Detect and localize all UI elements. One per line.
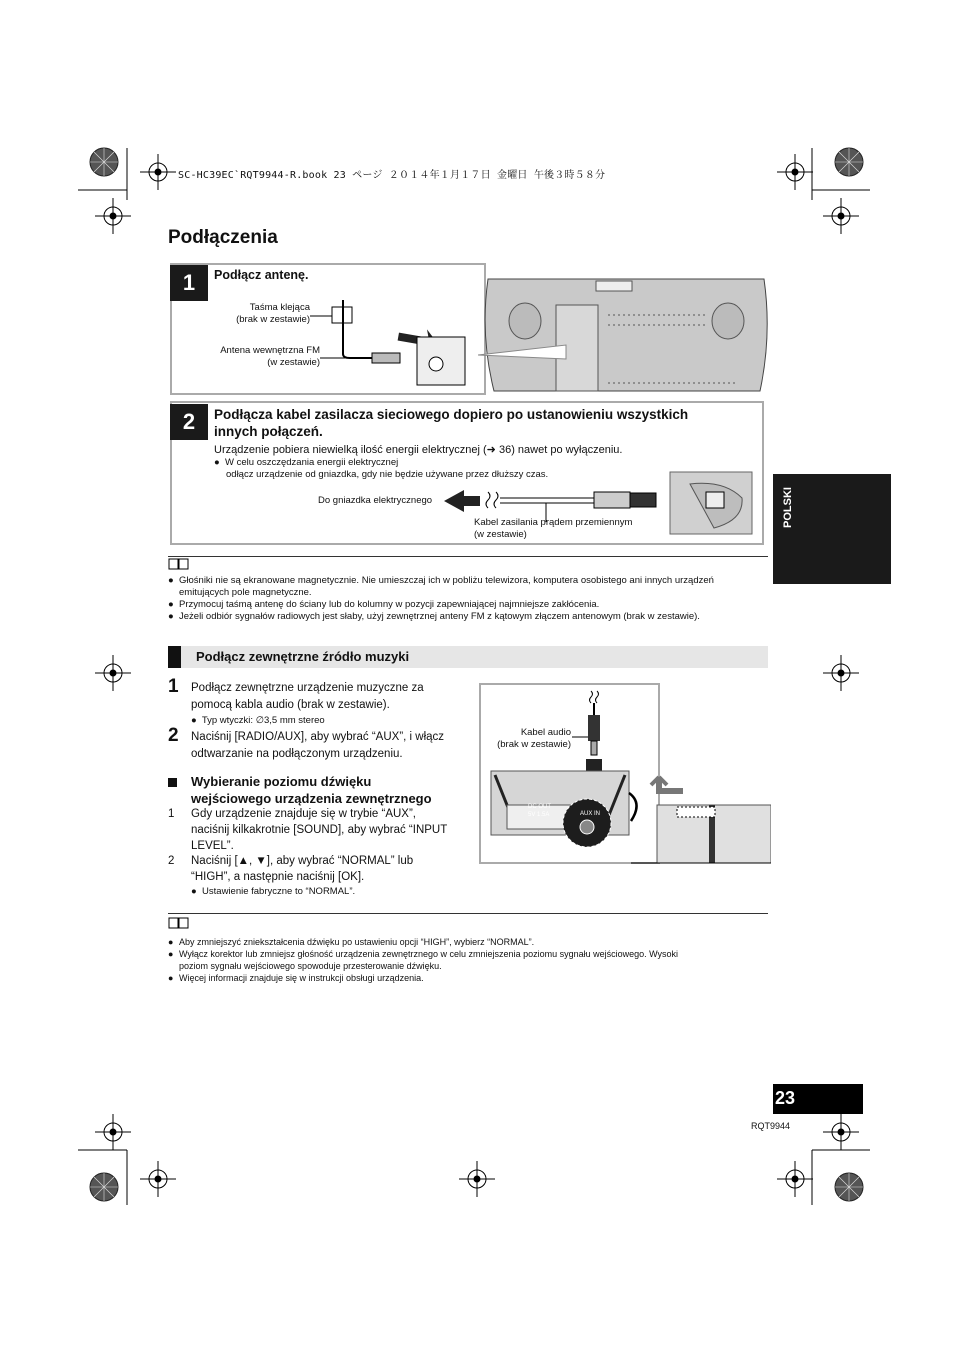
device-back-illustration: [478, 275, 774, 397]
section-step1-bullet-text: Typ wtyczki: ∅3,5 mm stereo: [201, 715, 325, 726]
notes2-text-2: Wyłącz korektor lub zmniejsz głośność urządzenia zewnętrznego w celu zmniejszenia poziomu sygnału wejściowego. Wysoki: [179, 949, 679, 959]
step2-number: 2: [170, 404, 208, 440]
step2-title-line2: innych połączeń.: [214, 424, 323, 439]
sub-title-line2: wejściowego urządzenia zewnętrznego: [191, 791, 432, 806]
notes1-item-2: ● Przymocuj taśmą antenę do ściany lub do kolumny w pozycji zapewniającej najmniejsze zakłócenia.: [168, 599, 600, 610]
notes2-text-1: Aby zmniejszyć zniekształcenia dźwięku po ustawieniu opcji “HIGH”, wybierz “NORMAL”.: [179, 937, 535, 947]
label-audio-cable-text: Kabel audio: [520, 727, 571, 738]
notes1-text-2: Przymocuj taśmą antenę do ściany lub do kolumny w pozycji zapewniającej najmniejsze zakłócenia.: [179, 599, 600, 610]
label-cable-text: Kabel zasilania prądem przemiennym: [474, 517, 633, 528]
label-audio-cable-note: (brak w zestawie): [497, 739, 571, 750]
section-step2-line1: Naciśnij [RADIO/AUX], aby wybrać “AUX”, i włącz: [191, 731, 445, 743]
port-dc-label: DC OUT: [528, 804, 551, 810]
step1-title: Podłącz antenę.: [214, 268, 309, 282]
label-cable: [474, 517, 632, 541]
sub-step2-number: 2: [168, 855, 175, 867]
book-header-line: SC-HC39EC`RQT9944-R.book 23 ページ ２０１４年１月１７日 金曜日 午後３時５８分: [178, 170, 606, 181]
section-step1-line1: Podłącz zewnętrzne urządzenie muzyczne za: [191, 682, 424, 694]
notes1-text-3: Jeżeli odbiór sygnałów radiowych jest słaby, użyj zewnętrznej anteny FM z kątowym złączem antenowym (brak w zestawie).: [179, 611, 700, 622]
sub-step1-number: 1: [168, 808, 175, 820]
section-step1-line2: pomocą kabla audio (brak w zestawie).: [191, 699, 390, 711]
section-step2-number: 2: [168, 725, 179, 746]
sub-step2-bullet-text: Ustawienie fabryczne to “NORMAL”.: [202, 886, 356, 897]
notes2-item-2: ● Wyłącz korektor lub zmniejsz głośność urządzenia zewnętrznego w celu zmniejszenia poziomu sygnału wejściowego. Wysoki: [168, 949, 679, 959]
label-antenna-note: (w zestawie): [267, 357, 320, 368]
notes2-item-1: ● Aby zmniejszyć zniekształcenia dźwięku po ustawieniu opcji “HIGH”, wybierz “NORMAL”.: [168, 937, 535, 947]
step2-bullet: ● W celu oszczędzania energii elektrycznej odłącz urządzenie od gniazdka, gdy nie będzie używane przez dłuższy czas.: [214, 457, 549, 480]
notes2-text-2b: poziom sygnału wejściowego spowoduje przesterowanie dźwięku.: [179, 961, 442, 971]
port-dc-spec: 5V 1.5A: [528, 812, 550, 818]
book-icon-2: [168, 916, 190, 930]
step1-number: 1: [170, 265, 208, 301]
notes2-item-2b: [168, 960, 779, 972]
label-tape-text: Taśma klejąca: [249, 302, 310, 313]
antenna-illustration: [310, 292, 475, 388]
step2-text: Urządzenie pobiera niewielką ilość energii elektrycznej (➜ 36) nawet po wyłączeniu.: [214, 444, 623, 456]
notes1-item-1b: [168, 587, 779, 599]
label-antenna: [200, 345, 320, 369]
book-icon: [168, 557, 190, 571]
model-code: RQT9944: [751, 1121, 791, 1131]
section-header: [168, 646, 768, 668]
step2-bullet-line2: odłącz urządzenie od gniazdka, gdy nie będzie używane przez dłuższy czas.: [226, 469, 549, 480]
notes1-text-1b: emitujących pole magnetyczne.: [179, 587, 312, 598]
language-side-tab: [773, 474, 891, 584]
sub-step2-line2: “HIGH”, a następnie naciśnij [OK].: [191, 871, 365, 883]
section-step1-number: 1: [168, 676, 179, 697]
section-tick: [168, 646, 181, 668]
sub-step2-bullet: ● Ustawienie fabryczne to “NORMAL”.: [191, 886, 356, 897]
notes2-item-3: ● Więcej informacji znajduje się w instrukcji obsługi urządzenia.: [168, 973, 424, 983]
label-tape: [232, 302, 310, 326]
notes2-divider: [168, 913, 768, 914]
page-title: Podłączenia: [168, 227, 278, 248]
section-step2-line2: odtwarzanie na podłączonym urządzeniu.: [191, 748, 403, 760]
section-step1-bullet: ● Typ wtyczki: ∅3,5 mm stereo: [191, 715, 325, 726]
notes1-item-3: ● Jeżeli odbiór sygnałów radiowych jest słaby, użyj zewnętrznej anteny FM z kątowym złączem antenowym (brak w zestawie).: [168, 611, 700, 622]
page-number-box: [773, 1084, 863, 1114]
notes2-text-3: Więcej informacji znajduje się w instrukcji obsługi urządzenia.: [179, 973, 424, 983]
page-number: 23: [775, 1088, 796, 1108]
notes1-text-1: Głośniki nie są ekranowane magnetycznie. Nie umieszczaj ich w pobliżu telewizora, komputera osobistego ani innych urządzeń: [179, 575, 714, 586]
notes1-item-1: ● Głośniki nie są ekranowane magnetycznie. Nie umieszczaj ich w pobliżu telewizora, komputera osobistego ani innych urządzeń: [168, 575, 714, 586]
sub-title-line1: Wybieranie poziomu dźwięku: [191, 774, 372, 789]
language-tab-label: POLSKI: [782, 487, 794, 528]
port-aux-label: AUX IN: [580, 811, 601, 817]
notes1-divider: [168, 556, 768, 557]
sub-step2-line1: Naciśnij [▲, ▼], aby wybrać “NORMAL” lub: [191, 855, 414, 867]
sub-step1-line2: naciśnij kilkakrotnie [SOUND], aby wybrać “INPUT: [191, 824, 448, 836]
step2-bullet-line1: W celu oszczędzania energii elektrycznej: [225, 457, 399, 468]
label-antenna-text: Antena wewnętrzna FM: [220, 345, 320, 356]
sub-step1-line3: LEVEL”.: [191, 840, 234, 852]
aux-illustration: [481, 685, 771, 870]
sub-step1-line1: Gdy urządzenie znajduje się w trybie “AUX”,: [191, 808, 416, 820]
label-cable-note: (w zestawie): [474, 529, 527, 540]
step2-title-line1: Podłącza kabel zasilacza sieciowego dopiero po ustanowieniu wszystkich: [214, 407, 689, 422]
label-tape-note: (brak w zestawie): [236, 314, 310, 325]
label-outlet: Do gniazdka elektrycznego: [318, 495, 433, 506]
sub-title-bullet: [168, 778, 177, 787]
section-title: Podłącz zewnętrzne źródło muzyki: [196, 649, 410, 664]
